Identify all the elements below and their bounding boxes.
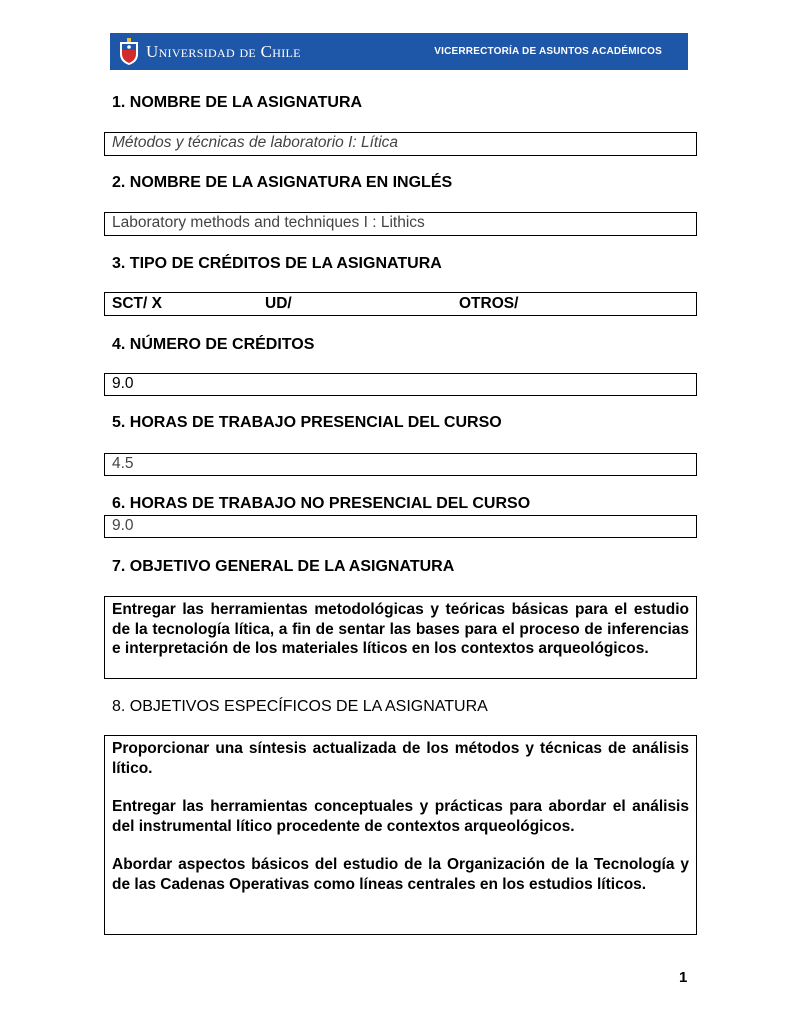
specific-objective-3: Abordar aspectos básicos del estudio de la Organización de la Tecnología y de las Cadenas Operativas como líneas centrales en los estudios líticos. <box>112 856 689 893</box>
section-4-heading: 4. NÚMERO DE CRÉDITOS <box>112 336 315 353</box>
section-8-heading: 8. OBJETIVOS ESPECÍFICOS DE LA ASIGNATURA <box>112 698 488 715</box>
general-objective-text: Entregar las herramientas metodológicas y teóricas básicas para el estudio de la tecnología lítica, a fin de sentar las bases para el proceso de inferencias e interpretación de los materiales líticos en los contextos arqueológicos. <box>112 601 689 657</box>
office-name: VICERRECTORÍA DE ASUNTOS ACADÉMICOS <box>434 46 662 57</box>
credit-type-ud: UD/ <box>265 295 292 312</box>
course-name-english-field: Laboratory methods and techniques I : Lithics <box>104 212 697 236</box>
section-5-heading: 5. HORAS DE TRABAJO PRESENCIAL DEL CURSO <box>112 414 502 431</box>
credit-type-otros: OTROS/ <box>459 295 519 312</box>
page-number: 1 <box>679 969 688 986</box>
general-objective-field <box>104 596 697 679</box>
section-2-heading: 2. NOMBRE DE LA ASIGNATURA EN INGLÉS <box>112 174 453 191</box>
section-3-heading: 3. TIPO DE CRÉDITOS DE LA ASIGNATURA <box>112 255 442 272</box>
credit-types-field <box>104 292 697 316</box>
section-1-heading: 1. NOMBRE DE LA ASIGNATURA <box>112 94 363 111</box>
credit-type-sct: SCT/ X <box>112 295 162 312</box>
specific-objective-1: Proporcionar una síntesis actualizada de los métodos y técnicas de análisis lítico. <box>112 740 689 777</box>
non-presential-hours-field: 9.0 <box>104 515 697 538</box>
section-7-heading: 7. OBJETIVO GENERAL DE LA ASIGNATURA <box>112 558 455 575</box>
section-6-heading: 6. HORAS DE TRABAJO NO PRESENCIAL DEL CURSO <box>112 495 531 512</box>
university-name: Universidad de Chile <box>146 41 301 61</box>
university-seal-icon <box>118 38 140 66</box>
presential-hours-field: 4.5 <box>104 453 697 476</box>
specific-objectives-field <box>104 735 697 935</box>
course-name-field: Métodos y técnicas de laboratorio I: Lítica <box>104 132 697 156</box>
header-banner <box>110 33 688 70</box>
credits-number-field: 9.0 <box>104 373 697 396</box>
specific-objective-2: Entregar las herramientas conceptuales y prácticas para abordar el análisis del instrumental lítico procedente de contextos arqueológicos. <box>112 798 689 835</box>
